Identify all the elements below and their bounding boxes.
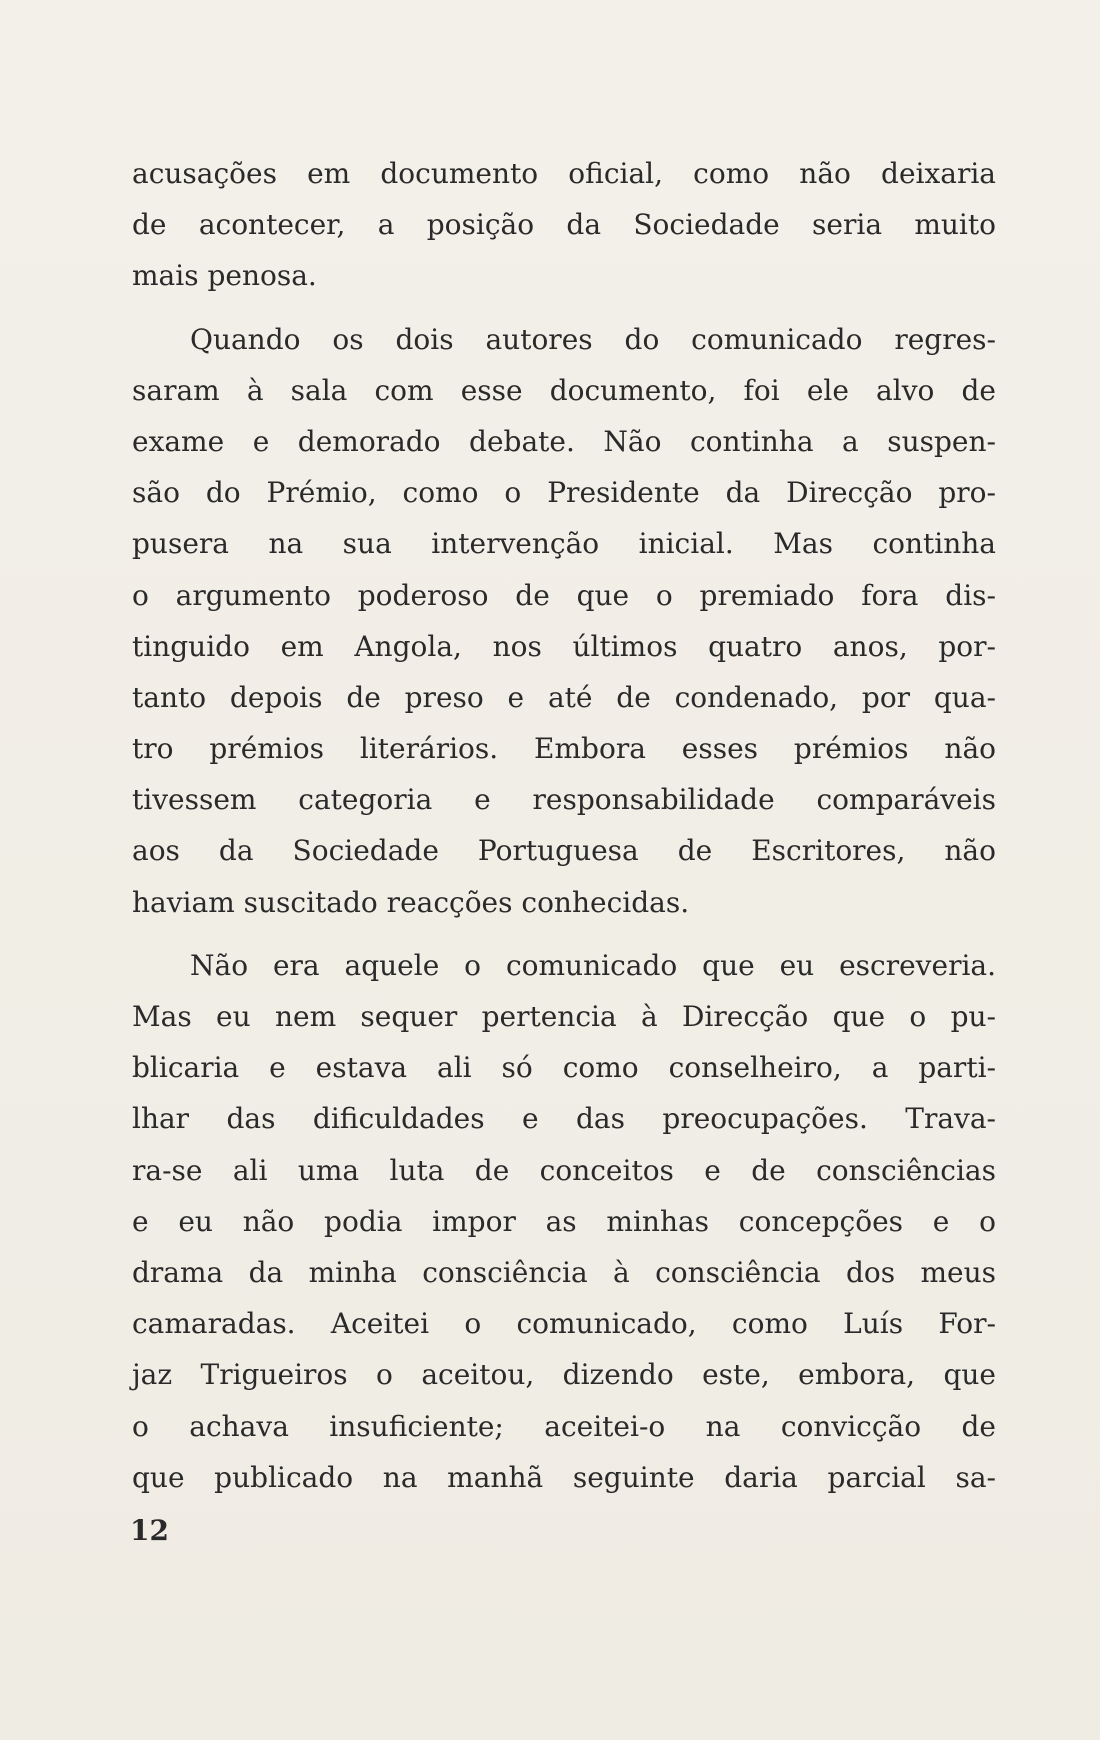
text-line: blicaria e estava ali só como conselheiro, a parti-: [132, 1051, 996, 1085]
text-line: Quando os dois autores do comunicado regres-: [190, 322, 996, 356]
text-line: que publicado na manhã seguinte daria parcial sa-: [132, 1460, 996, 1494]
text-line: tanto depois de preso e até de condenado, por qua-: [132, 680, 996, 714]
page-number: 12: [130, 1514, 169, 1547]
text-line: o achava insuficiente; aceitei-o na convicção de: [132, 1409, 996, 1443]
paragraph: [132, 940, 996, 1503]
text-line: tinguido em Angola, nos últimos quatro anos, por-: [132, 629, 996, 663]
text-line: de acontecer, a posição da Sociedade seria muito: [132, 208, 996, 242]
text-line: saram à sala com esse documento, foi ele alvo de: [132, 373, 996, 407]
text-line: Não era aquele o comunicado que eu escreveria.: [190, 948, 996, 982]
text-line: haviam suscitado reacções conhecidas.: [132, 885, 690, 919]
text-line: jaz Trigueiros o aceitou, dizendo este, embora, que: [132, 1358, 996, 1392]
text-line: mais penosa.: [132, 259, 317, 293]
text-line: tro prémios literários. Embora esses prémios não: [132, 732, 996, 766]
text-line: pusera na sua intervenção inicial. Mas continha: [132, 527, 996, 561]
paragraph-gap: [132, 928, 996, 940]
paragraph: [132, 314, 996, 928]
text-line: são do Prémio, como o Presidente da Direcção pro-: [132, 476, 996, 510]
text-line: Mas eu nem sequer pertencia à Direcção que o pu-: [132, 1000, 996, 1033]
text-line: ra-se ali uma luta de conceitos e de consciências: [132, 1153, 996, 1187]
text-line: camaradas. Aceitei o comunicado, como Luís For-: [132, 1307, 996, 1341]
text-line: exame e demorado debate. Não continha a suspen-: [132, 424, 996, 458]
text-line: o argumento poderoso de que o premiado fora dis-: [132, 578, 996, 612]
text-line: e eu não podia impor as minhas concepções e o: [132, 1204, 996, 1238]
text-line: aos da Sociedade Portuguesa de Escritores, não: [132, 834, 996, 868]
paragraph: [132, 148, 996, 302]
text-line: lhar das dificuldades e das preocupações. Trava-: [132, 1102, 996, 1136]
text-line: tivessem categoria e responsabilidade comparáveis: [132, 783, 996, 817]
paragraph-gap: [132, 302, 996, 314]
text-line: drama da minha consciência à consciência dos meus: [132, 1255, 996, 1289]
text-line: acusações em documento oficial, como não deixaria: [132, 157, 996, 190]
body-text: [132, 148, 996, 1503]
